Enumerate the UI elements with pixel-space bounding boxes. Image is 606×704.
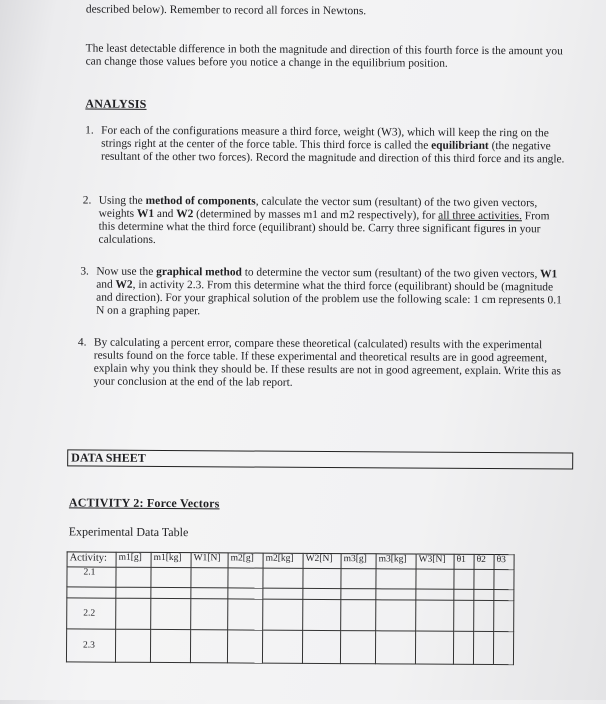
table-cell [67, 587, 116, 598]
item-text: Using the [98, 194, 146, 207]
item-text: to determine the vector sum (resultant) of the two given vectors, [241, 266, 541, 281]
table-cell[interactable] [228, 588, 263, 599]
table-cell[interactable] [115, 629, 150, 662]
analysis-heading: ANALYSIS [85, 96, 147, 111]
table-cell[interactable] [302, 630, 340, 663]
table-cell[interactable] [191, 599, 228, 630]
table-cell[interactable] [341, 569, 376, 589]
item-bold-term: W2 [115, 278, 133, 291]
table-cell[interactable] [151, 587, 191, 598]
table-cell[interactable] [454, 589, 474, 600]
item-bold-term: W1 [136, 207, 155, 220]
table-cell[interactable] [474, 600, 494, 631]
col-header-w2n: W2[N] [303, 553, 341, 568]
item-text: From this determine what the third force (equilibrant) should be. Carry three significant figures in your calculations. [98, 210, 550, 246]
table-cell[interactable] [191, 588, 228, 599]
analysis-item-1 [85, 124, 571, 167]
col-header-m3kg: m3[kg] [376, 554, 416, 569]
col-header-theta1: θ1 [454, 554, 474, 569]
item-number: 3. [80, 265, 89, 278]
table-cell[interactable] [454, 569, 474, 589]
item-bold-term: method of components [145, 194, 256, 208]
table-row [66, 629, 513, 665]
table-cell[interactable] [376, 569, 416, 589]
table-cell[interactable] [494, 601, 514, 632]
table-row [67, 598, 514, 632]
item-text: Now use the [96, 265, 157, 278]
table-cell[interactable] [263, 588, 303, 599]
table-cell[interactable] [416, 569, 454, 589]
item-bold-term: equilibriant [431, 139, 489, 152]
table-cell[interactable] [375, 631, 415, 664]
col-header-activity: Activity: [67, 552, 116, 567]
table-cell[interactable] [474, 589, 494, 600]
item-bold-term: W2 [176, 208, 194, 221]
table-cell[interactable] [453, 631, 473, 664]
col-header-theta3: θ3 [494, 555, 514, 570]
col-header-m1kg: m1[kg] [151, 552, 191, 567]
table-cell[interactable] [151, 598, 191, 629]
item-bold-term: W1 [540, 268, 558, 281]
analysis-item-4 [77, 336, 564, 392]
experimental-data-table [66, 551, 515, 665]
data-sheet-title: DATA SHEET [71, 450, 146, 465]
table-cell[interactable] [262, 630, 302, 663]
table-cell[interactable] [416, 589, 454, 600]
item-number: 1. [85, 124, 94, 137]
item-text: and [96, 278, 116, 291]
col-header-w1n: W1[N] [191, 553, 228, 568]
row-label: 2.3 [66, 629, 115, 662]
table-cell[interactable] [263, 599, 303, 630]
item-text: For each of the configurations measure a third force, weight (W3), which will keep the ring on the strings right at the center of the force table. This third force is called the [101, 124, 549, 152]
table-cell[interactable] [303, 599, 341, 630]
table-cell[interactable] [376, 589, 416, 600]
row-label: 2.2 [67, 598, 116, 629]
table-cell[interactable] [116, 567, 151, 587]
table-cell[interactable] [474, 569, 494, 589]
table-cell[interactable] [341, 589, 376, 600]
activity-heading: ACTIVITY 2: Force Vectors [68, 495, 220, 511]
table-cell[interactable] [376, 600, 416, 631]
table-cell[interactable] [494, 590, 514, 601]
table-cell[interactable] [454, 600, 474, 631]
col-header-theta2: θ2 [474, 554, 494, 569]
table-cell[interactable] [151, 567, 191, 587]
item-underlined-term: all three activities. [438, 209, 523, 223]
col-header-m2g: m2[g] [228, 553, 263, 568]
table-cell[interactable] [340, 631, 375, 664]
table-cell[interactable] [116, 587, 151, 598]
analysis-item-3 [80, 265, 566, 321]
table-cell[interactable] [416, 600, 454, 631]
item-bold-term: graphical method [156, 265, 242, 279]
col-header-m1g: m1[g] [116, 552, 151, 567]
table-cell[interactable] [150, 629, 190, 662]
table-cell[interactable] [228, 568, 263, 588]
item-number: 4. [77, 336, 87, 349]
table-cell[interactable] [341, 600, 376, 631]
col-header-w3n: W3[N] [416, 554, 454, 569]
item-number: 2. [82, 194, 92, 207]
table-cell[interactable] [227, 630, 262, 663]
table-row [67, 567, 514, 590]
table-cell[interactable] [303, 568, 341, 588]
analysis-item-2 [82, 194, 568, 250]
item-text: (the negative resultant of the other two forces). Record the magnitude and direction of this third force and its angle. [101, 139, 565, 166]
table-cell[interactable] [415, 631, 453, 664]
table-cell[interactable] [263, 568, 303, 588]
table-cell[interactable] [190, 630, 227, 663]
intro-paragraph: The least detectable difference in both the magnitude and direction of this fourth force is the amount you can change those values before you notice a change in the equilibrium position. [85, 42, 563, 70]
data-sheet-banner [67, 449, 573, 469]
row-label: 2.1 [67, 567, 116, 587]
intro-line: described below). Remember to record all forces in Newtons. [85, 3, 367, 18]
table-title: Experimental Data Table [68, 524, 189, 540]
item-text: and [154, 207, 177, 221]
col-header-m3g: m3[g] [341, 554, 376, 569]
item-text: (determined by masses m1 and m2 respectively), for [193, 208, 439, 222]
table-cell[interactable] [228, 599, 263, 630]
table-cell[interactable] [191, 568, 228, 588]
item-text: By calculating a percent error, compare these theoretical (calculated) results with the experimental results found on the force table. If these experimental and theoretical results are in good agreement, explain why you think they should be. If these results are not in good agreement, explain. Write this as your conclusion at the end of the lab report. [93, 336, 561, 389]
table-cell[interactable] [494, 570, 514, 590]
table-cell[interactable] [303, 588, 341, 599]
table-cell[interactable] [473, 631, 493, 664]
item-text: , calculate the vector sum (resultant) of the two given vectors, weights [98, 195, 538, 220]
table-cell[interactable] [116, 598, 151, 629]
col-header-m2kg: m2[kg] [263, 553, 303, 568]
item-text: , in activity 2.3. From this determine what the third force (equilibrant) should be (magnitude and direction). For your graphical solution of the problem use the following scale: 1 cm represents 0.1 N on a graphing paper. [96, 278, 562, 318]
table-cell[interactable] [493, 632, 513, 665]
